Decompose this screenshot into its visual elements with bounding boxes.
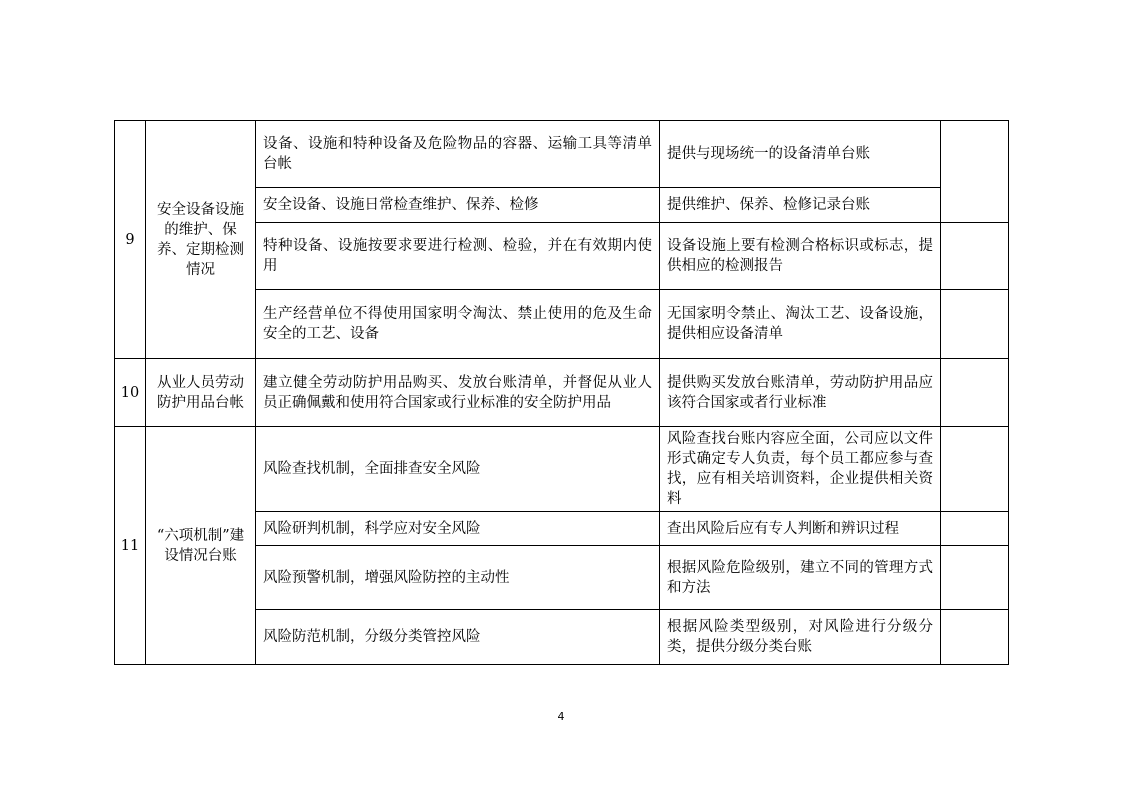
- requirement-cell: 提供维护、保养、检修记录台账: [660, 188, 941, 223]
- requirement-cell: 提供与现场统一的设备清单台账: [660, 121, 941, 188]
- remarks-cell: [941, 223, 1009, 290]
- content-cell: 安全设备、设施日常检查维护、保养、检修: [256, 188, 660, 223]
- item-name: 从业人员劳动防护用品台帐: [146, 359, 256, 427]
- requirement-cell: 设备设施上要有检测合格标识或标志，提供相应的检测报告: [660, 223, 941, 290]
- row-number: 10: [115, 359, 146, 427]
- requirement-cell: 根据风险危险级别，建立不同的管理方式和方法: [660, 546, 941, 610]
- table-row: [115, 121, 1009, 188]
- content-cell: 风险查找机制，全面排查安全风险: [256, 427, 660, 512]
- content-cell: 风险防范机制，分级分类管控风险: [256, 610, 660, 665]
- content-cell: 风险研判机制，科学应对安全风险: [256, 512, 660, 546]
- remarks-cell: [941, 427, 1009, 512]
- requirement-cell: 提供购买发放台账清单，劳动防护用品应该符合国家或者行业标准: [660, 359, 941, 427]
- row-number: 9: [115, 121, 146, 359]
- remarks-cell: [941, 121, 1009, 223]
- remarks-cell: [941, 359, 1009, 427]
- content-cell: 风险预警机制，增强风险防控的主动性: [256, 546, 660, 610]
- remarks-cell: [941, 610, 1009, 665]
- content-cell: 特种设备、设施按要求要进行检测、检验，并在有效期内使用: [256, 223, 660, 290]
- row-number: 11: [115, 427, 146, 665]
- requirement-cell: 根据风险类型级别，对风险进行分级分类，提供分级分类台账: [660, 610, 941, 665]
- content-cell: 生产经营单位不得使用国家明令淘汰、禁止使用的危及生命安全的工艺、设备: [256, 290, 660, 359]
- content-cell: 建立健全劳动防护用品购买、发放台账清单，并督促从业人员正确佩戴和使用符合国家或行业标准的安全防护用品: [256, 359, 660, 427]
- table-row: [115, 359, 1009, 427]
- requirement-cell: 风险查找台账内容应全面，公司应以文件形式确定专人负责，每个员工都应参与查找，应有相关培训资料，企业提供相关资料: [660, 427, 941, 512]
- table-row: [115, 427, 1009, 512]
- remarks-cell: [941, 512, 1009, 546]
- requirement-cell: 无国家明令禁止、淘汰工艺、设备设施，提供相应设备清单: [660, 290, 941, 359]
- content-cell: 设备、设施和特种设备及危险物品的容器、运输工具等清单台帐: [256, 121, 660, 188]
- page-number: 4: [557, 710, 565, 723]
- requirement-cell: 查出风险后应有专人判断和辨识过程: [660, 512, 941, 546]
- requirements-table: [114, 120, 1009, 665]
- remarks-cell: [941, 546, 1009, 610]
- item-name: 安全设备设施的维护、保养、定期检测情况: [146, 121, 256, 359]
- item-name: “六项机制”建设情况台账: [146, 427, 256, 665]
- remarks-cell: [941, 290, 1009, 359]
